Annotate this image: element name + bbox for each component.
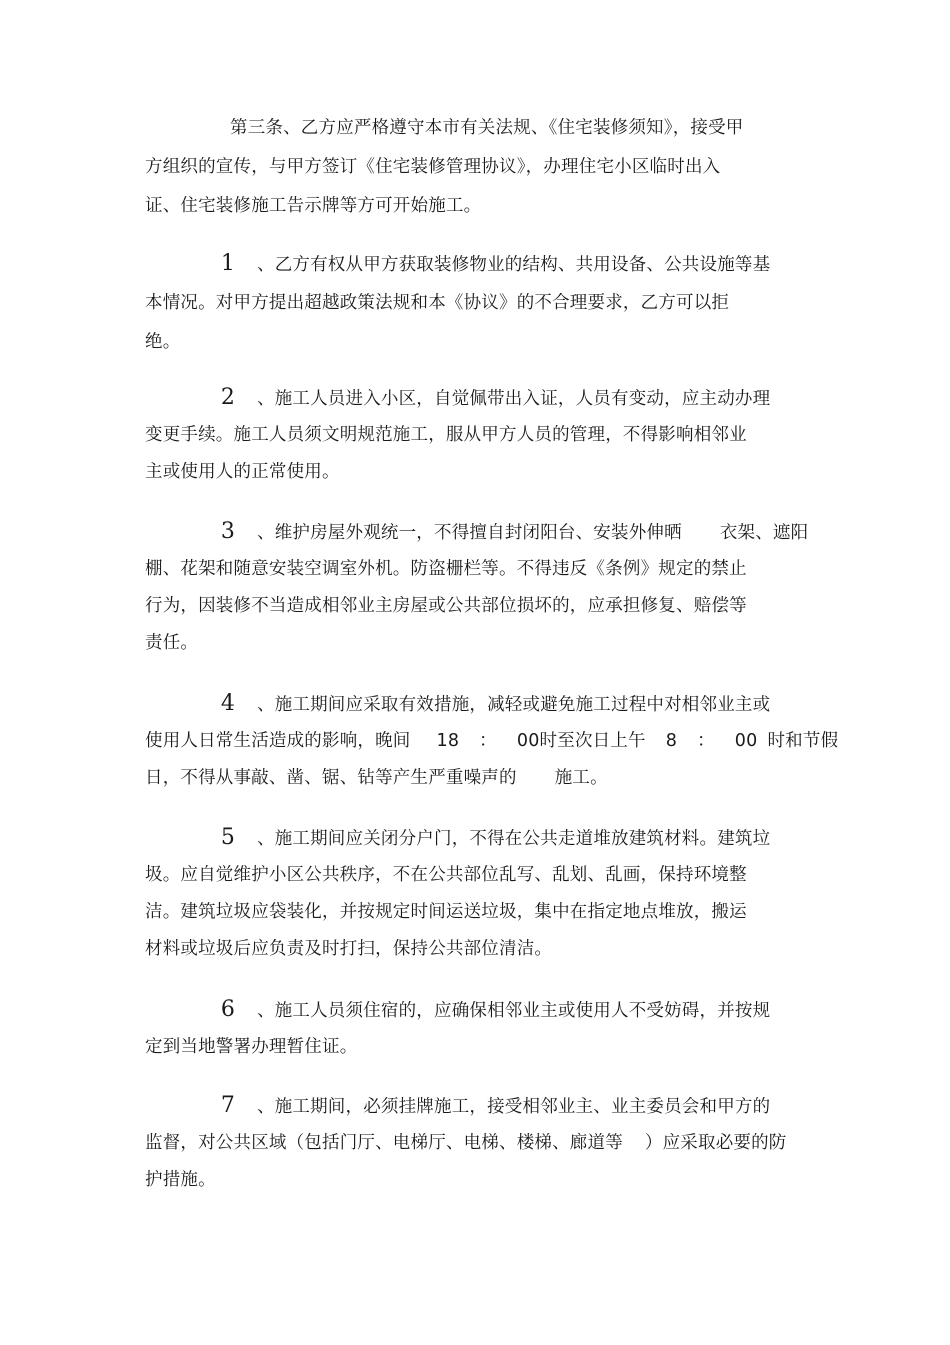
text-line	[145, 760, 608, 796]
text-line	[217, 992, 770, 1028]
clause-text: 、施工期间，必须挂牌施工，接受相邻业主、业主委员会和甲方的	[257, 1097, 771, 1117]
clause-number: 3	[220, 519, 236, 544]
text-line: 定到当地警署办理暂住证。	[145, 1037, 358, 1057]
clause-text: 时和节假	[767, 731, 839, 751]
text-line: 洁。建筑垃圾应袋装化，并按规定时间运送垃圾，集中在指定地点堆放，搬运	[145, 902, 747, 922]
text-line: 护措施。	[145, 1170, 216, 1190]
clause-text: 衣架、遮阳	[719, 523, 809, 543]
time-value: 8	[665, 731, 678, 751]
clause-number: 5	[220, 825, 236, 850]
text-line: 棚、花架和随意安装空调室外机。防盗栅栏等。不得违反《条例》规定的禁止	[145, 559, 747, 579]
clause-number: 2	[220, 385, 236, 410]
clause-text: 、乙方有权从甲方获取装修物业的结构、共用设备、公共设施等基	[257, 255, 771, 275]
clause-text: ）应采取必要的防	[644, 1133, 787, 1153]
text-line: 材料或垃圾后应负责及时打扫，保持公共部位清洁。	[145, 939, 553, 959]
clause-number: 7	[220, 1093, 236, 1118]
clause-text: 、施工期间应采取有效措施，减轻或避免施工过程中对相邻业主或	[257, 695, 771, 715]
time-value: 00	[734, 731, 758, 751]
text-line: 证、住宅装修施工告示牌等方可开始施工。	[145, 196, 482, 216]
clause-text: 使用人日常生活造成的影响，晚间	[145, 731, 411, 751]
text-line	[145, 1125, 787, 1161]
clause-text: 时至次日上午	[539, 731, 646, 751]
text-line	[217, 514, 808, 550]
text-line: 变更手续。施工人员须文明规范施工，服从甲方人员的管理，不得影响相邻业	[145, 425, 747, 445]
text-line: 责任。	[145, 633, 199, 653]
text-line: 主或使用人的正常使用。	[145, 462, 340, 482]
clause-number: 4	[220, 691, 236, 716]
clause-text: 、施工人员须住宿的，应确保相邻业主或使用人不受妨碍，并按规	[257, 1001, 771, 1021]
text-line	[217, 820, 770, 856]
text-line	[217, 686, 770, 722]
clause-number: 6	[220, 997, 236, 1022]
text-line: 圾。应自觉维护小区公共秩序，不在公共部位乱写、乱划、乱画，保持环境整	[145, 865, 747, 885]
time-value: 00	[516, 731, 540, 751]
text-line	[217, 246, 770, 282]
time-value: 18	[436, 731, 460, 751]
time-colon: ：	[479, 731, 497, 751]
time-colon: ：	[697, 731, 715, 751]
clause-text: 、施工人员进入小区，自觉佩带出入证，人员有变动，应主动办理	[257, 389, 771, 409]
text-line: 行为，因装修不当造成相邻业主房屋或公共部位损坏的，应承担修复、赔偿等	[145, 596, 747, 616]
clause-text: 、维护房屋外观统一，不得擅自封闭阳台、安装外伸晒	[257, 523, 682, 543]
clause-text: 日，不得从事敲、凿、锯、钻等产生严重噪声的	[145, 768, 517, 788]
text-line	[217, 1088, 770, 1124]
clause-text: 、施工期间应关闭分户门，不得在公共走道堆放建筑材料。建筑垃	[257, 829, 771, 849]
text-line	[217, 380, 770, 416]
clause-number: 1	[220, 251, 236, 276]
text-line: 第三条、乙方应严格遵守本市有关法规、《住宅装修须知》，接受甲	[230, 118, 744, 138]
clause-text: 监督，对公共区域（包括门厅、电梯厅、电梯、楼梯、廊道等	[145, 1133, 623, 1153]
text-line: 本情况。对甲方提出超越政策法规和本《协议》的不合理要求，乙方可以拒	[145, 293, 730, 313]
clause-text: 施工。	[554, 768, 608, 788]
text-line: 方组织的宣传，与甲方签订《住宅装修管理协议》，办理住宅小区临时出入	[145, 157, 721, 177]
text-line: 绝。	[145, 332, 181, 352]
text-line	[145, 723, 838, 759]
